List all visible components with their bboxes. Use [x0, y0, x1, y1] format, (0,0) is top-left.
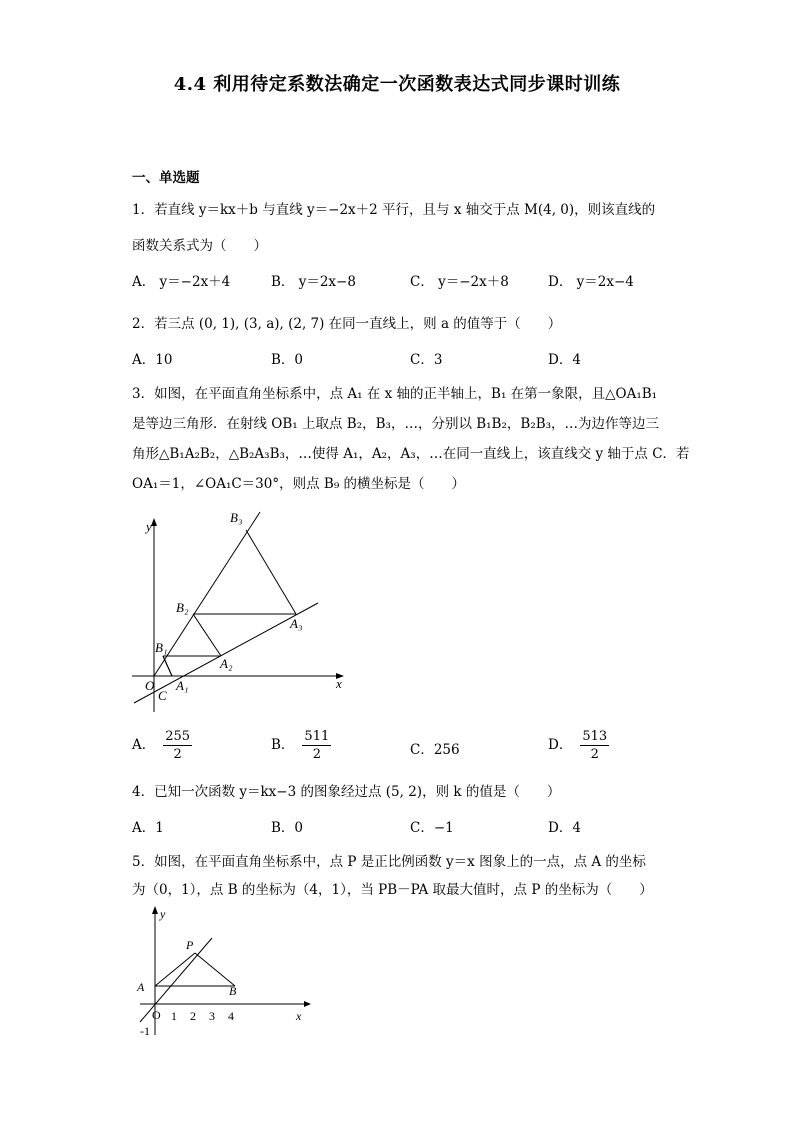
- fig5-tick-1: 1: [171, 1009, 177, 1023]
- q2-option-a: A．10: [132, 352, 173, 368]
- fig5-label-y: y: [160, 907, 166, 921]
- q4-option-b: B．0: [271, 820, 304, 836]
- fig3-label-b1: B₁: [155, 640, 168, 655]
- fig5-tick-2: 2: [190, 1009, 196, 1023]
- fig3-label-b2: B₂: [176, 600, 189, 615]
- question-5-text-2: 为（0，1），点 B 的坐标为（4，1），当 PB－PA 取最大值时，点 P 的坐标为（ ）: [132, 882, 653, 898]
- q2-option-b: B．0: [271, 352, 304, 368]
- section-heading: 一、单选题: [132, 170, 200, 186]
- fig3-label-a3: A₃: [290, 616, 303, 631]
- fig5-label-a: A: [137, 980, 145, 994]
- q3-option-a: A． $\frac{255}{2}$: [132, 729, 191, 762]
- fig5-tick-minus-1: -1: [140, 1024, 150, 1038]
- figure-equilateral-triangles: [125, 505, 355, 720]
- question-2-text: 2．若三点 (0, 1), (3, a), (2, 7) 在同一直线上，则 a 的值等于（ ）: [132, 316, 562, 332]
- fig5-y-axis-arrow: [152, 906, 158, 914]
- fig3-label-y: y: [146, 519, 152, 534]
- fig3-label-a1: A₁: [176, 678, 189, 693]
- question-3-text-4: OA₁＝1，∠OA₁C＝30°，则点 B₉ 的横坐标是（ ）: [132, 476, 466, 492]
- fig5-tick-3: 3: [209, 1009, 215, 1023]
- q1-option-c: C． y＝−2x＋8: [410, 274, 509, 290]
- fig5-tick-4: 4: [228, 1009, 234, 1023]
- question-1-text: 1．若直线 y＝kx＋b 与直线 y＝−2x＋2 平行，且与 x 轴交于点 M(4, 0)，则该直线的: [132, 202, 656, 218]
- q1-option-b: B． y＝2x−8: [271, 274, 356, 290]
- q2-option-c: C．3: [410, 352, 443, 368]
- fig5-label-p: P: [186, 938, 194, 952]
- segment-pb: [195, 953, 235, 986]
- question-1-text-cont: 函数关系式为（ ）: [132, 238, 267, 254]
- question-5-text: 5．如图，在平面直角坐标系中，点 P 是正比例函数 y＝x 图象上的一点，点 A 的坐标: [132, 854, 646, 870]
- fig5-label-o: O: [152, 1008, 161, 1022]
- page-title: 4.4 利用待定系数法确定一次函数表达式同步课时训练: [173, 74, 621, 95]
- fig3-label-o: O: [145, 678, 155, 693]
- fig5-label-x: x: [296, 1009, 302, 1023]
- fig5-x-axis-arrow: [304, 1001, 311, 1007]
- q3-option-d: D． $\frac{513}{2}$: [548, 729, 608, 762]
- q4-option-a: A．1: [132, 820, 164, 836]
- fig3-label-x: x: [336, 676, 342, 691]
- ray-ob: [154, 512, 260, 676]
- fig3-label-a2: A₂: [220, 656, 233, 671]
- y-axis-arrow: [151, 518, 157, 526]
- figure-pb-pa: [132, 903, 312, 1043]
- q1-option-a: A． y＝−2x＋4: [132, 274, 231, 290]
- q3-option-c: C．256: [410, 742, 460, 758]
- q3-option-b: B． $\frac{511}{2}$: [271, 729, 330, 762]
- q4-option-d: D．4: [548, 820, 581, 836]
- fig3-label-c: C: [158, 688, 167, 703]
- question-3-text: 3．如图，在平面直角坐标系中，点 A₁ 在 x 轴的正半轴上，B₁ 在第一象限，且△OA₁B₁: [132, 386, 658, 402]
- fig5-label-b: B: [229, 984, 237, 998]
- fig3-label-b3: B₃: [230, 510, 243, 525]
- question-3-text-2: 是等边三角形．在射线 OB₁ 上取点 B₂，B₃，…，分别以 B₁B₂，B₂B₃，…为边作等边三: [132, 416, 660, 432]
- q1-option-d: D． y＝2x−4: [548, 274, 634, 290]
- question-3-text-3: 角形△B₁A₂B₂，△B₂A₃B₃，…使得 A₁，A₂，A₃，…在同一直线上，该直线交 y 轴于点 C．若: [132, 446, 690, 462]
- q4-option-c: C．−1: [410, 820, 454, 836]
- q2-option-d: D．4: [548, 352, 581, 368]
- question-4-text: 4．已知一次函数 y＝kx−3 的图象经过点 (5, 2)，则 k 的值是（ ）: [132, 784, 561, 800]
